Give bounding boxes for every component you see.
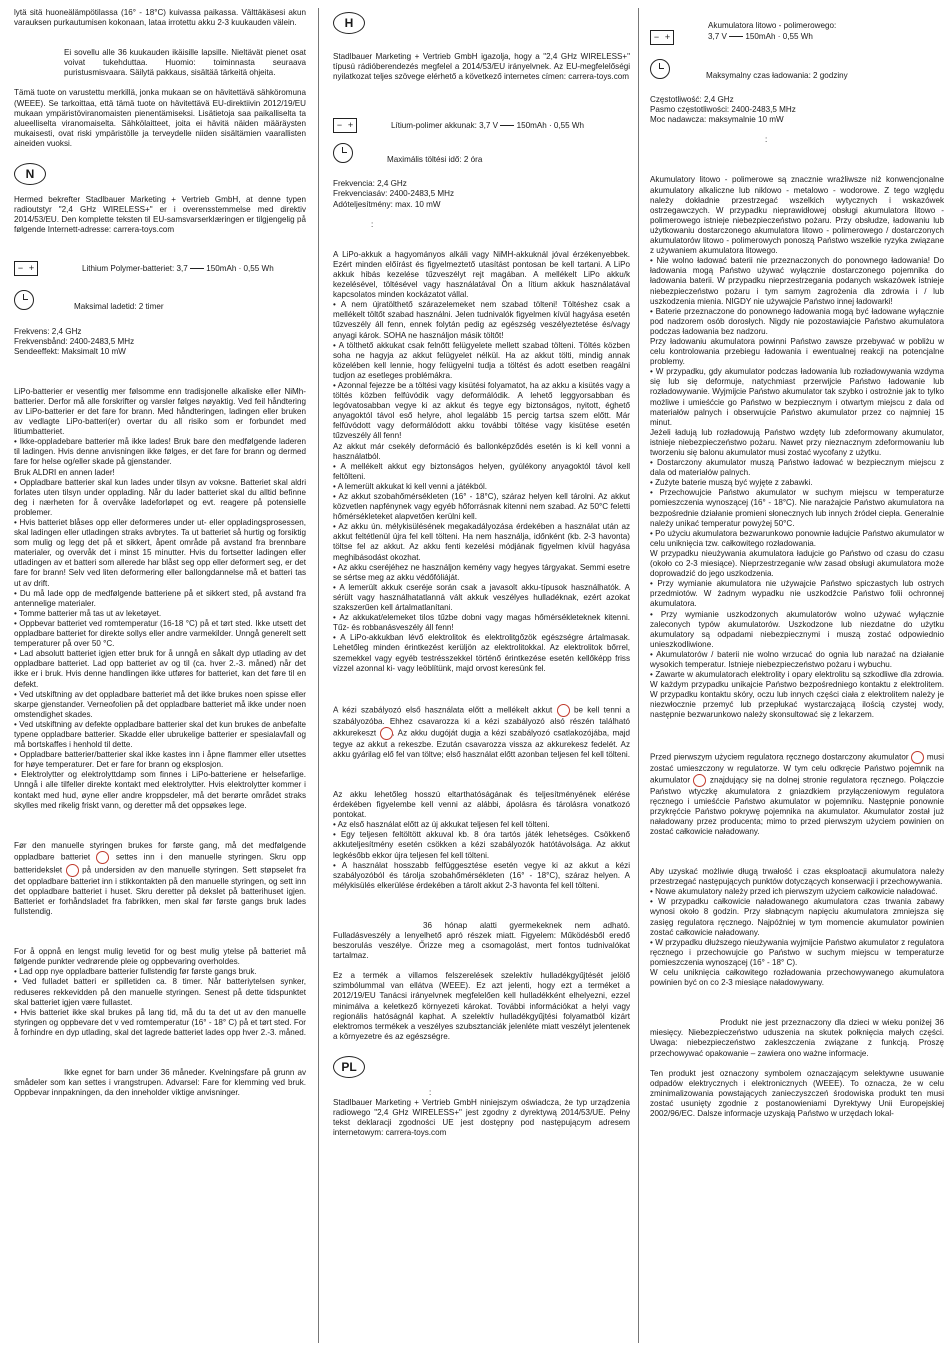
paragraph: For å oppnå en lengst mulig levetid for og best mulig ytelse på batteriet må følgende punkter vedrørende pleie og oppbevaring overholdes. [14, 947, 306, 967]
battery-label: Akumulatora litowo - polimerowego: [708, 21, 837, 31]
red-circle-marker-icon [693, 774, 706, 787]
paragraph: • Elektrolytter og elektrolyttdamp som finnes i LiPo-batteriene er helsefarlige. Unngå i alle tilfeller direkte kontakt med elektrolytter. Hvis elektrolytter kommer i kontakt med hud, øyne eller andre kroppsdeler, må det berørte området straks skylles med rikelig friskt vann, og deretter må det oppsøkes lege. [14, 770, 306, 810]
dc-symbol-icon [500, 125, 514, 126]
section-colon: : [429, 1087, 432, 1097]
paragraph: Przy ładowaniu akumulatora powinni Państwo zawsze przebywać w pobliżu w celu kontrolowania przebiegu ładowania i ewentualnej reakcji na potencjalne problemy. [650, 336, 944, 367]
paragraph: • Akumulatorów / baterii nie wolno wrzucać do ognia lub narażać na działanie wysokich temperatur. Istnieje niebezpieczeństwo pożaru i wybuchu. [650, 649, 944, 669]
paragraph: • Przy wymianie akumulatora nie używajcie Państwo spiczastych lub ostrych przedmiotów. W żadnym wypadku nie uszkodźcie Państwo folii ochronnej akumulatora. [650, 579, 944, 609]
paragraph: • Dostarczony akumulator muszą Państwo ładować w bezpiecznym miejscu z dala od materiałów palnych. [650, 458, 944, 478]
transmit-power: Adóteljesítmény: max. 10 mW [333, 199, 441, 209]
frequency-band: Frekvenciasáv: 2400-2483,5 MHz [333, 189, 455, 199]
paragraph: • Azonnal fejezze be a töltési vagy kisütési folyamatot, ha az akku a kisütés vagy a töltés közben felfúvódik vagy deformálódik. A lehető leggyorsabban és legóvatosabban vegye ki az akkut és tegye egy biztonságos, nyitott, éghető anyagoktól távol eső helyre, ahol legalább 15 percig tartsa szem előtt. Már felfúvódott vagy deformálódott akku további töltése vagy kisütése esetén tűzveszély áll fenn! [333, 380, 630, 441]
paragraph: Hermed bekrefter Stadlbauer Marketing + Vertrieb GmbH, at denne typen radioutstyr "2,4 GHz WIRELESS+" er i overensstemmelse med direktiv 2014/53/EU. Den komplette teksten til EU-samsvarserklæringen er tilgjengelig på følgende Internett-adresse: carrera-toys.com [14, 195, 306, 235]
column-divider-right [638, 8, 639, 1343]
charge-time: Maksymalny czas ładowania: 2 godziny [706, 71, 848, 80]
paragraph: LiPo-batterier er vesentlig mer følsomme enn tradisjonelle alkaliske eller NiMh-batterier. Derfor må alle forskrifter og varsler følges nøyaktig. Ved feil håndtering av LiPo-batterier er det fare for brann. Med håndteringen, ladingen eller bruken av vedlagte LiPo-batteri(er) overtar du all risiko som er forbundet med litiumbatteriet. [14, 386, 306, 437]
paragraph: Produkt nie jest przeznaczony dla dzieci w wieku poniżej 36 miesięcy. Niebezpieczeństwo uduszenia na skutek połknięcia małych części. Uwaga: niebezpieczeństwo zakleszczenia związane z funkcją. Proszę przechowywać opakowanie – zawiera ono ważne informacje. [650, 1018, 944, 1058]
paragraph: • Zawarte w akumulatorach elektrolity i opary elektrolitu są szkodliwe dla zdrowia. W każdym przypadku unikajcie Państwo bezpośredniego kontaktu z elektrolitem. W przypadku kontaktu skóry, oczu lub innych części ciała z elektrolitem należy je niezwłocznie przemyć lub przepłukać wystarczającą ilością czystej wody, następnie bezwarunkowo należy skonsultować się z lekarzem. [650, 670, 944, 720]
paragraph: • Po użyciu akumulatora bezwarunkowo ponownie ładujcie Państwo akumulator w celu uniknięcia tzw. całkowitego rozładowania. [650, 528, 944, 548]
paragraph: Akumulatory litowo - polimerowe są znacznie wrażliwsze niż konwencjonalne akumulatory alkaliczne lub niklowo - metalowo - wodorowe. Z tego względu należy dokładnie przestrzegać wszelkich wytycznych i wskazówek ostrzegawczych. W przypadku nieprawidłowej obsługi akumulatora litowo - polimerowego istnieje niebezpieczeństwo pożaru. Przy obsłudze, ładowaniu lub użytkowaniu dostarczonego akumulatora litowo - polimerowego / dostarczonych akumulatorów litowo - polimerowych ponoszą Państwo wszelkie ryzyka związane z używaniem akumulatora litowego. [650, 175, 944, 256]
paragraph: • Oppbevar batteriet ved romtemperatur (16-18 °C) på et tørt sted. Ikke utsett det oppladbare batteriet for direkte sollys eller andre varmekilder. Unngå generelt sett temperaturer på over 50 °C. [14, 618, 306, 649]
paragraph: • A LiPo-akkukban lévő elektrolitok és elektrolitgőzök egészségre ártalmasak. Lehetőleg minden érintkezést kerüljön az elektrolitokkal. Az elektrolitok bőrrel, szemekkel vagy egyéb testrésszekkel történő érintkezése esetén kellőképp friss vízzel azonnal ki- vagy leöblítünk, majd orvost keresünk fel. [333, 633, 630, 673]
paragraph: • W przypadku dłuższego nieużywania wyjmijcie Państwo akumulator z regulatora ręcznego i przechowujcie go Państwo w suchym miejscu w temperaturze pomieszczenia wynoszącej (16° - 18° C). [650, 937, 944, 967]
dc-symbol-icon [190, 268, 204, 269]
paragraph: Ei sovellu alle 36 kuukauden ikäisille lapsille. Nieltävät pienet osat voivat tukehduttaa. Huomio: toiminnasta seuraava puristusmisvaara. Säilytä pakkaus, sisältää tärkeitä ohjeita. [64, 48, 306, 78]
paragraph: Jeżeli ładują lub rozładowują Państwo wzdęty lub zdeformowany akumulator, istnieje niebezpieczeństwo pożaru. Nawet przy nieznacznym zdeformowaniu lub tworzeniu się balonu akumulator musi zostać wycofany z użytku. [650, 427, 944, 457]
paragraph: • Przechowujcie Państwo akumulator w suchym miejscu w temperaturze pomieszczenia wynoszącej (16° - 18°C). Nie narażajcie Państwo akumulatora na bezpośrednie działanie promieni słonecznych lub innych źródeł ciepła. Generalnie należy unikać temperatur powyżej 50°C. [650, 488, 944, 528]
paragraph: W celu uniknięcia całkowitego rozładowania przechowywanego akumulatora powinien być on co 2-3 miesiące naładowywany. [650, 968, 944, 988]
paragraph: • Az akku cseréjéhez ne használjon kemény vagy hegyes tárgyakat. Semmi esetre se sértse meg az akku védőfóliáját. [333, 562, 630, 582]
paragraph: • Baterie przeznaczone do ponownego ładowania mogą być ładowane wyłącznie pod nadzorem osób dorosłych. Nigdy nie pozostawiajcie Państwo akumulatora podczas ładowania bez nadzoru. [650, 306, 944, 336]
battery-icon: − + [650, 30, 674, 45]
column-hungarian-polish [333, 8, 630, 1138]
battery-icon: − + [14, 261, 38, 276]
paragraph: • Az első használat előtt az új akkukat teljesen fel kell tölteni. [333, 820, 550, 830]
paragraph: • A lemerült akkuk cseréje során csak a javasolt akku-típusok használhatók. A sérült vagy használhatatlanná vált akkuk veszélyes hulladéknak, ezért azokat szakszerűen kell ártalmatlanítani. [333, 582, 630, 613]
paragraph: • Ved utskiftning av det oppladbare batteriet må det ikke brukes noen spisse eller skarpe gjenstander. Verneofolien på det oppladbare batteriet må ikke under noen omstendighet skades. [14, 689, 306, 719]
paragraph: A kézi szabályozó első használata előtt a mellékelt akkut be kell tenni a szabályozóba. Ehhez csavarozza ki a kézi szabályozó alsó részén található akkurekeszt . Az akku dugóját dugja a kézi szabályozó csatlakozójába, majd tegye az akkut a rekeszbe. Ezután csavarozza vissza az akkurekesz fedelét. Az akku gyárilag elő fel van töltve; első használat előtt azonban teljesen fel kell tölteni. [333, 705, 631, 759]
paragraph: • Du må lade opp de medfølgende batteriene på et sikkert sted, på avstand fra antennelige materialer. [14, 588, 306, 608]
battery-value: 150mAh · 0,55 Wh [516, 120, 585, 130]
transmit-power: Moc nadawcza: maksymalnie 10 mW [650, 115, 784, 125]
frequency: Frekvens: 2,4 GHz [14, 326, 82, 336]
language-badge-hu: H [333, 12, 365, 34]
paragraph: Tämä tuote on varustettu merkillä, jonka mukaan se on hävitettävä sähköromuna (WEEE). Se tarkoittaa, että tämä tuote on hävitettävä EU-direktiivin 2012/19/EU mukaan ympäristöviranomaisten pienentämiseksi. Lisätietoja saa paikalliselta ta alueelliselta viranomaiselta. Sähkölaitteet, joita ei hävitä näiden määräysten mukaisesti, ovat riski ympäristölle ja terveydelle niiden sisältämien vaarallisten aineiden vuoksi. [14, 88, 306, 148]
dc-symbol-icon [729, 36, 743, 37]
column-polish [650, 8, 944, 1119]
charge-time: Maximális töltési idő: 2 óra [387, 155, 483, 165]
paragraph: • Hvis batteriet blåses opp eller deformeres under ut- eller oppladingsprosessen, skal ladingen eller utladingen straks avbrytes. Ta ut batteriet så hurtig og forsiktig som mulig og legg det på et sikkert, åpent område på avstand fra brennbare materialer, og overvåk det i minst 15 minutter. Hvis du fortsetter ladingen eller utladingen av et batteri som allerede har blåst seg opp eller deformert seg, er det fare for brann! Selv ved liten deformering eller ballongdannelse må et batteri tas ut av drift. [14, 518, 306, 588]
language-badge-pl: PL [333, 1056, 365, 1078]
clock-icon [14, 290, 34, 310]
charge-time: Maksimal ladetid: 2 timer [74, 302, 164, 312]
frequency: Frekvencia: 2,4 GHz [333, 179, 407, 189]
paragraph: • Zużyte baterie muszą być wyjęte z zabawki. [650, 478, 813, 488]
paragraph: Przed pierwszym użyciem regulatora ręcznego dostarczony akumulator musi zostać umieszczony w regulatorze. W tym celu odkręcie Państwo pojemnik na akumulator znajdujący się na dolnej stronie regulatora ręcznego. Połączcie Państwo wtyczkę akumulatora z gniazdkiem przyłączeniowym regulatora ręcznego i umieśćcie Państwo akumulator w pojemniku. Następnie ponownie przykręćcie Państwo pokrywę pojemnika na akumulator. Akumulator został już naładowany przez producenta; mimo to przed pierwszym użyciem powinien on zostać całkowicie naładowany. [650, 752, 945, 836]
paragraph: • Oppladbare batterier/batterier skal ikke kastes inn i åpne flammer eller utsettes for høye temperaturer. Det er fare for brann og eksplosjon. [14, 750, 306, 770]
paragraph: Az akku lehetőleg hosszú eltarthatóságának és teljesítményének elérése érdekében figyelembe kell venni az alábbi, ápolásra és tárolásra vonatkozó pontokat. [333, 789, 630, 820]
paragraph: Ten produkt jest oznaczony symbolem oznaczającym selektywne usuwanie odpadów elektrycznych i elektronicznych (WEEE). To oznacza, że w celu zminimalizowania powstających zanieczyszczeń środowiska produkt ten musi zostać usunięty zgodnie z postanowieniami Dyrektywy Unii Europejskiej 2002/96/EC. Dalsze informacje uzyskają Państwo w urzędach lokal- [650, 1068, 944, 1118]
paragraph: • W przypadku całkowicie naładowanego akumulatora czas trwania zabawy wynosi około 8 godzin. Przy słabnącym napięciu akumulatora zmniejsza się zasięg regulatora ręcznego. Najpóźniej w tym momencie akumulator powinien zostać całkowicie naładowany. [650, 897, 944, 937]
battery-icon: − + [333, 118, 357, 133]
paragraph: • A mellékelt akkut egy biztonságos helyen, gyúlékony anyagoktól távol kell feltölteni. [333, 461, 630, 481]
column-divider-left [318, 8, 319, 1343]
paragraph: Stadlbauer Marketing + Vertrieb GmbH igazolja, hogy a "2,4 GHz WIRELESS+" típusú rádióberendezés megfelel a 2014/53/EU irányelvnek. Az EU-megfelelőségi nyilatkozat teljes szövege elérhető a következő internetes címen: carrera-toys.com [333, 52, 630, 82]
charge-time-row [650, 57, 944, 81]
paragraph: • Hvis batteriet ikke skal brukes på lang tid, må du ta det ut av den manuelle styringen og oppbevare det v ved romtemperatur (16° - 18° C) på et tørt sted. For å forhindre en dyp utlading, skal det lagrede batteriet lades opp hver 2.-3. måned. [14, 1007, 307, 1037]
paragraph: A LiPo-akkuk a hagyományos alkáli vagy NiMH-akkuknál jóval érzékenyebbek. Ezért minden előírást és figyelmeztető utasítást pontosan be kell tartani. A LiPo akkuk hibás kezelése tűzveszélyt rejt magában. A mellékelt LiPo akku/k kezelésével, töltésével vagy használatával Ön a lítium akkuk használatával kapcsolatos minden kockázatot vállal. [333, 249, 630, 300]
paragraph: • Nie wolno ładować baterii nie przeznaczonych do ponownego ładowania! Do ładowania mogą Państwo używać wyłącznie dostarczonego pojemnika do ładowania baterii. W przypadku nieprzestrzegania podanych wskazówek istnieje niebezpieczeństwo pożaru i tym samym zagrożenia dla zdrowia i / lub uszkodzenia mienia. NIGDY nie używajcie Państwo innej ładowarki! [650, 256, 944, 306]
paragraph: • Przy wymianie uszkodzonych akumulatorów wolno używać wyłącznie zaleconych typów akumulatorów. Uszkodzone lub niezdatne do użytku akumulatory są odpadami niebezpiecznymi i muszą zostać odpowiednio unieszkodliwione. [650, 609, 944, 649]
red-circle-marker-icon [96, 851, 109, 864]
battery-spec-row [14, 261, 306, 276]
paragraph: Az akkut már csekély deformáció és ballonképződés esetén is ki kell vonni a használatból. [333, 441, 630, 461]
paragraph: • Nowe akumulatory należy przed ich pierwszym użyciem całkowicie naładować. [650, 887, 938, 897]
battery-value: 150mAh · 0,55 Wh [206, 263, 274, 273]
red-circle-marker-icon [911, 751, 924, 764]
paragraph: • Ved fulladet batteri er spilletiden ca. 8 timer. Når batteriytelsen synker, reduseres rekkevidden på den manuelle styringen. Senest på dette tidspunktet skal batteriet igjen være fullastet. [14, 977, 306, 1007]
paragraph: Bruk ALDRI en annen lader! [14, 467, 115, 477]
battery-label: Lítium-polimer akkunak: 3,7 V [391, 120, 499, 130]
section-colon: : [371, 219, 374, 229]
frequency-band: Frekvensbånd: 2400-2483,5 MHz [14, 336, 135, 346]
frequency: Częstotliwość: 2,4 GHz [650, 95, 734, 105]
paragraph: Før den manuelle styringen brukes for første gang, må det medfølgende oppladbare batteriet settes inn i den manuelle styringen. Skru opp batteridekslet på undersiden av den manuelle styringen. Sett støpselet fra det oppladbare batteriet inn i stikkontakten på den manuelle styringen, og sett inn det oppladbare batteriet i huset. Skru deretter på dekslet på batterihuset igjen. Batteriet er forhåndsladet fra fabrikken, men skal før første gangs bruk lades fullstendig. [14, 840, 307, 917]
paragraph: Ikke egnet for barn under 36 måneder. Kvelningsfare på grunn av smådeler som kan settes i vrangstrupen. Advarsel: Fare for klemming ved bruk. Oppbevar innpakningen, da den inneholder viktige anvisninger. [14, 1068, 306, 1098]
battery-spec-row [650, 21, 944, 45]
paragraph: • Tomme batterier må tas ut av leketøyet. [14, 608, 162, 618]
charge-time-row [14, 288, 306, 312]
paragraph: • W przypadku, gdy akumulator podczas ładowania lub rozładowywania wzdyma się lub się deformuje, natychmiast przerwijcie Państwo ładowanie lub rozładowywanie. Wyjmijcie Państwo akumulator tak szybko i ostrożnie jak to tylko możliwe i umieśćcie go Państwo w bezpiecznym i otwartym miejscu z dala od materiałów palnych i obserwujcie Państwo akumulator przez co najmniej 15 minut. [650, 367, 944, 427]
frequency-band: Pasmo częstotliwości: 2400-2483,5 MHz [650, 105, 796, 115]
battery-voltage: 3,7 V [708, 31, 727, 41]
red-circle-marker-icon [66, 864, 79, 877]
paragraph: • A lemerült akkukat ki kell venni a játékból. [333, 481, 487, 491]
paragraph: • Az akku ún. mélykisülésének megakadályozása érdekében a használat után az akkut feltétlenül újra fel kell tölteni. Ha nem használja, időnként (kb. 2-3 havonta) töltse fel az akkut. Az akku fenti kezelési módjának figyelmen kívül hagyása meghibásodást okozhat. [333, 522, 630, 562]
paragraph: lytä sitä huoneälämpötilassa (16° - 18°C) kuivassa paikassa. Välttäkäsesi akun varauksen purkautumisen kokonaan, lataa irrotettu akku 2-3 kuukauden välein. [14, 8, 306, 28]
battery-label: Lithium Polymer-batteriet: 3,7 [82, 263, 188, 273]
clock-icon [650, 59, 670, 79]
paragraph: • Az akkukat/elemeket tilos tűzbe dobni vagy magas hőmérsékleteknek kitenni. Tűz- és robbanásveszély áll fenn! [333, 613, 630, 633]
paragraph: • Az akkut szobahőmérsékleten (16° - 18°C), száraz helyen kell tárolni. Az akkut közvetlen napfénynek vagy egyéb hőforrásnak kitenni nem szabad. Az 50°C feletti hőmérsékleteket alapvetően kerülni kell. [333, 492, 630, 522]
column-finnish-norwegian [14, 8, 306, 1098]
paragraph: • Oppladbare batterier skal kun lades under tilsyn av voksne. Batteriet skal aldri forlates uten tilsyn under opplading. Når du lader batteriet skal du alltid befinne deg i nærheten for å overvåke ladeforløpet og evt. reagere på potensielle problemer. [14, 477, 306, 517]
battery-value: 150mAh · 0,55 Wh [745, 31, 813, 41]
paragraph: • Lad absolutt batteriet igjen etter bruk for å unngå en såkalt dyp utlading av det oppladbare batteriet. Lad opp batteriet av og til (ca. hver 2.-3. måned) når det ikke er i bruk. Hvis denne handlingen ikke utføres for batteriet, kan det føre til en defekt. [14, 649, 306, 689]
section-colon: : [765, 135, 768, 145]
paragraph: Ez a termék a villamos felszerelések szelektív hulladékgyűjtését jelölő szimbólummal van ellátva (WEEE). Ez azt jelenti, hogy ezt a terméket a 2012/19/EU Tanácsi irányelvnek megfelelően kell hulladékként elhelyezni, ezzel minimálva a keletkező környezeti károkat. További információkat a helyi vagy regionális hatóságnál kaphat. A szelektív hulladékgyűjtési folyamatból kizárt elektromos termékek a veszélyes szubsztanciák jelenléte miatt veszélyt jelentenek a környezetre és az egészségre. [333, 971, 630, 1041]
paragraph: • A nem újratölthető szárazelemeket nem szabad tölteni! Töltéshez csak a mellékelt töltőt szabad használni. Jelen tudnivalók figyelmen kívül hagyása esetén tűzveszély áll fenn, ennek folytán pedig az egészség veszélyeztetése és/vagy anyagi károk. SOHA ne használjon másik töltőt! [333, 300, 630, 340]
paragraph: • A használat hosszabb felfüggesztése esetén vegye ki az akkut a kézi szabályozóból és tárolja szobahőmérsékleten (16° - 18°C), száraz helyen. A mélykisülés elkerülése érdekében a tárolt akkut 2-3 havonta fel kell tölteni. [333, 860, 630, 890]
paragraph: Aby uzyskać możliwie długą trwałość i czas eksploatacji akumulatora należy przestrzegać następujących punktów dotyczących konserwacji i przechowywania. [650, 867, 944, 887]
red-circle-marker-icon [380, 727, 393, 740]
paragraph: • Egy teljesen feltöltött akkuval kb. 8 óra tartós játék lehetséges. Csökkenő akkuteljesítmény esetén csökken a kézi szabályozók hatótávolsága. Az akkut legkésőbb ekkor újra teljesen fel kell tölteni. [333, 830, 630, 860]
charge-time-row [333, 141, 630, 165]
battery-spec-row [333, 118, 630, 133]
red-circle-marker-icon [557, 704, 570, 717]
paragraph: • Ikke-oppladebare batterier må ikke lades! Bruk bare den medfølgende laderen til ladingen. Hvis denne anvisningen ikke følges, er det fare for brann og dermed fare for helse og/eller skade på gjenstander. [14, 437, 306, 467]
clock-icon [333, 143, 353, 163]
paragraph: • Lad opp nye oppladbare batterier fullstendig før første gangs bruk. [14, 967, 257, 977]
language-badge-no: N [14, 163, 46, 185]
paragraph: W przypadku nieużywania akumulatora ładujcie go Państwo od czasu do czasu (około co 2-3 miesiące). Nieprzestrzeganie w/w zasad obsługi akumulatora może doprowadzić do jego uszkodzenia. [650, 548, 944, 579]
transmit-power: Sendeeffekt: Maksimalt 10 mW [14, 346, 126, 356]
paragraph: • A tölthető akkukat csak felnőtt felügyelete mellett szabad tölteni. Töltés közben soha ne hagyja az akkut felügyelet nélkül. Ha az akkut tölti, mindig annak közelében kell lennie, hogy felügyelni tudja a töltést és adott esetben reagálni tudjon az esetleges problémákra. [333, 340, 630, 380]
paragraph: • Ved utskiftning av defekte oppladbare batterier skal det kun brukes de anbefalte typene oppladbare batterier. Skadde eller ubrukelige batterier er spesialavfall og må bortskaffes i henhold til dette. [14, 719, 306, 750]
paragraph: Stadlbauer Marketing + Vertrieb GmbH niniejszym oświadcza, że typ urządzenia radiowego "2,4 GHz WIRELESS+" jest zgodny z dyrektywą 2014/53/UE. Pełny tekst deklaracji zgodności UE jest dostępny pod następującym adresem internetowym: carrera-toys.com [333, 1098, 630, 1138]
paragraph: 36 hónap alatti gyermekeknek nem adható. Fulladásveszély a lenyelhető apró részek miatt. Figyelem: Működésből eredő beszorulás veszélye. Őrizze meg a csomagolást, mert fontos tudnivalókat tartalmaz. [333, 920, 630, 961]
